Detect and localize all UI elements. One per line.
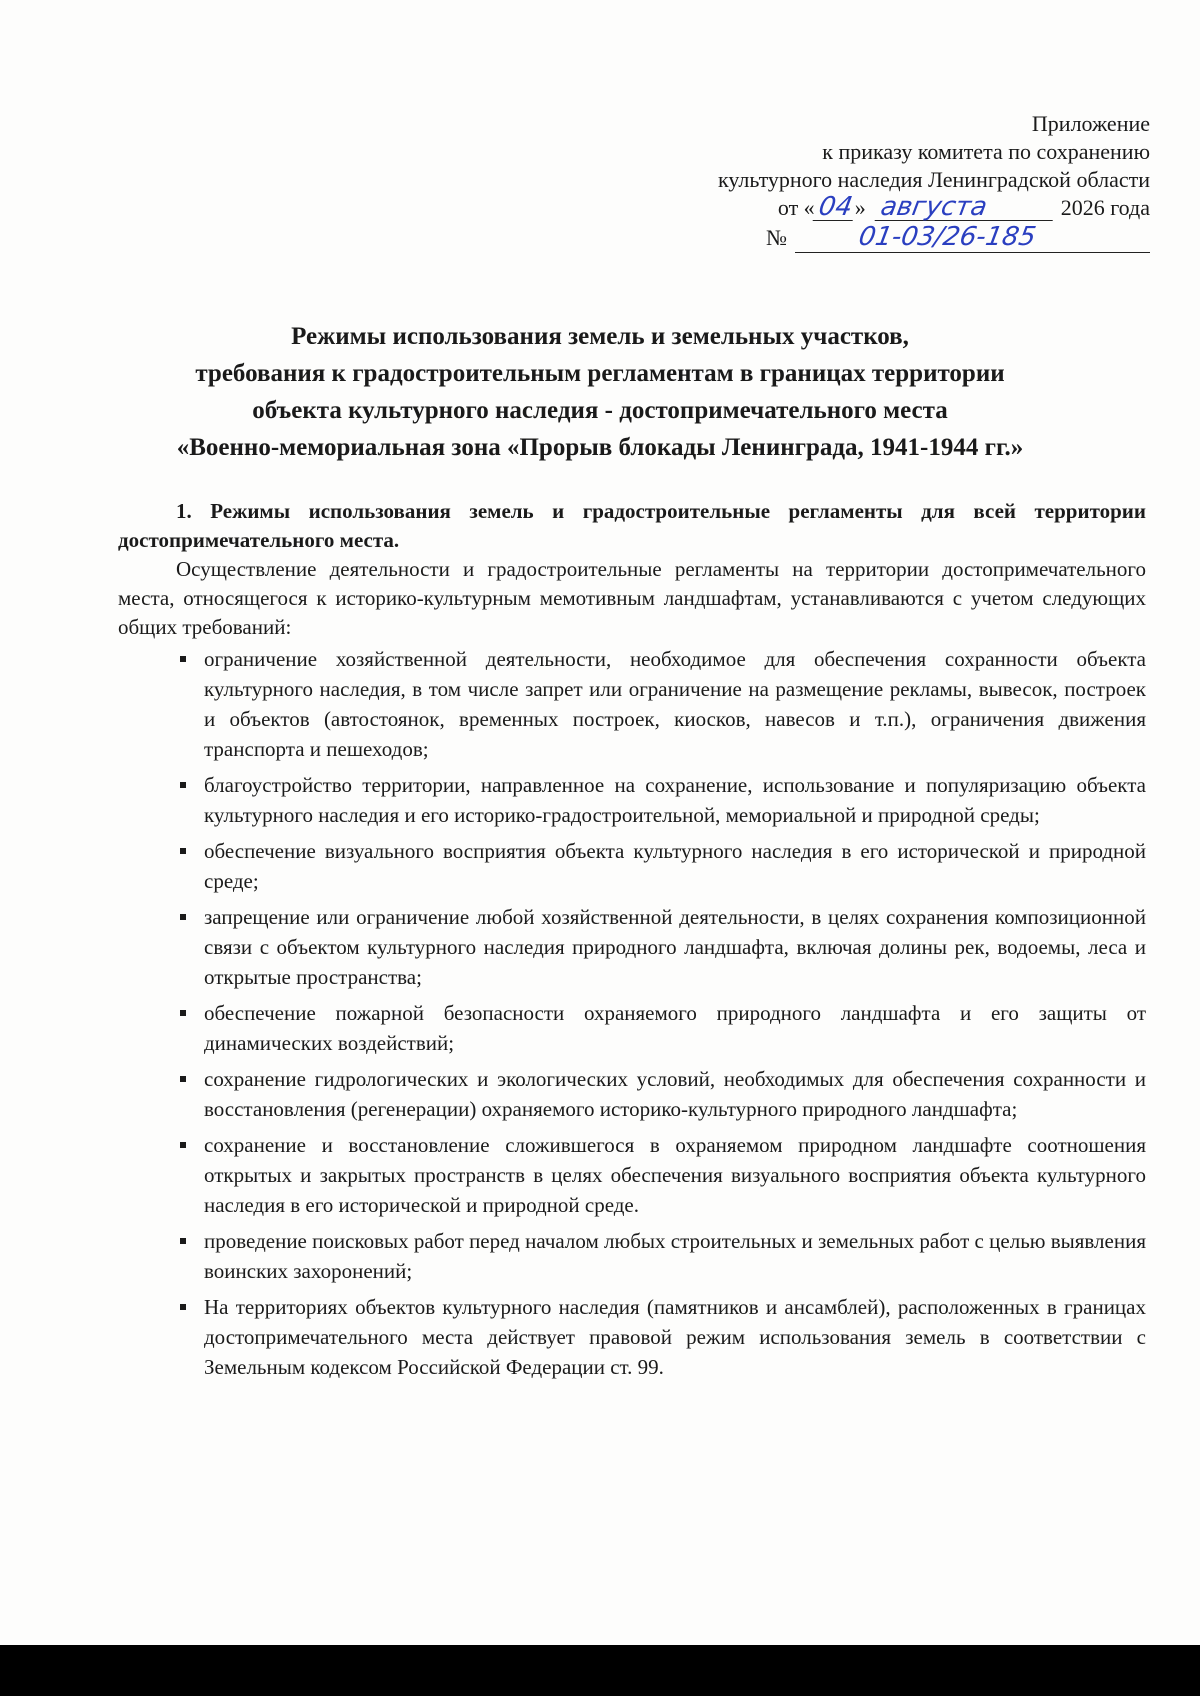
square-bullet-icon [180,782,186,788]
list-item: обеспечение визуального восприятия объекта культурного наследия в его исторической и природной среде; [174,836,1146,896]
square-bullet-icon [180,1142,186,1148]
appendix-label: Приложение [1031,111,1150,136]
list-item: сохранение и восстановление сложившегося в охраняемом природном ландшафте соотношения открытых и закрытых пространств в целях обеспечения визуального восприятия объекта культурного наследия в его исторической и природной среде. [174,1130,1146,1220]
title-line-1: Режимы использования земель и земельных участков, [291,323,909,350]
square-bullet-icon [180,1238,186,1244]
requirements-list [174,644,1146,1388]
date-mid: » [854,195,866,220]
handwritten-order-number: 01-03/26-185 [856,222,1039,252]
order-date-line [550,192,1150,252]
date-prefix: от « [777,195,815,220]
title-line-2: требования к градостроительным регламентам в границах территории [195,360,1005,387]
order-number-line [766,224,1150,253]
list-item: проведение поисковых работ перед началом любых строительных и земельных работ с целью выявления воинских захоронений; [174,1226,1146,1286]
handwritten-day: 04 [812,194,857,221]
square-bullet-icon [180,914,186,920]
list-item: сохранение гидрологических и экологических условий, необходимых для обеспечения сохранности и восстановления (регенерации) охраняемого историко-культурного природного ландшафта; [174,1064,1146,1124]
square-bullet-icon [180,1010,186,1016]
committee-name-line: культурного наследия Ленинградской области [718,167,1150,192]
square-bullet-icon [180,848,186,854]
list-item: благоустройство территории, направленное на сохранение, использование и популяризацию объекта культурного наследия и его историко-градостроительной, мемориальной и природной среды; [174,770,1146,830]
square-bullet-icon [180,656,186,662]
title-line-4: «Военно-мемориальная зона «Прорыв блокады Ленинграда, 1941-1944 гг.» [176,434,1024,461]
section-1 [118,497,1146,642]
title-line-3: объекта культурного наследия - достопримечательного места [252,397,948,424]
handwritten-month: августа [875,194,1058,221]
appendix-header [550,110,1150,252]
square-bullet-icon [180,1304,186,1310]
date-year: 2026 года [1060,195,1150,220]
number-label: № [766,225,787,250]
document-title [100,318,1100,466]
section-intro-paragraph: Осуществление деятельности и градостроительные регламенты на территории достопримечательного места, относящегося к историко-культурным мемотивным ландшафтам, устанавливаются с учетом следующих общих требований: [118,557,1146,639]
section-heading: 1. Режимы использования земель и градостроительные регламенты для всей территории достопримечательного места. [118,499,1146,552]
order-reference-line: к приказу комитета по сохранению [822,139,1150,164]
list-item: запрещение или ограничение любой хозяйственной деятельности, в целях сохранения композиционной связи с объектом культурного наследия природного ландшафта, включая долины рек, водоемы, леса и открытые пространства; [174,902,1146,992]
square-bullet-icon [180,1076,186,1082]
list-item: На территориях объектов культурного наследия (памятников и ансамблей), расположенных в границах достопримечательного места действует правовой режим использования земель в соответствии с Земельным кодексом Российской Федерации ст. 99. [174,1292,1146,1382]
list-item: обеспечение пожарной безопасности охраняемого природного ландшафта и его защиты от динамических воздействий; [174,998,1146,1058]
list-item: ограничение хозяйственной деятельности, необходимое для обеспечения сохранности объекта культурного наследия, в том числе запрет или ограничение на размещение рекламы, вывесок, построек и объектов (автостоянок, временных построек, киосков, навесов и т.п.), ограничения движения транспорта и пешеходов; [174,644,1146,764]
scan-border-bottom [0,1645,1200,1696]
